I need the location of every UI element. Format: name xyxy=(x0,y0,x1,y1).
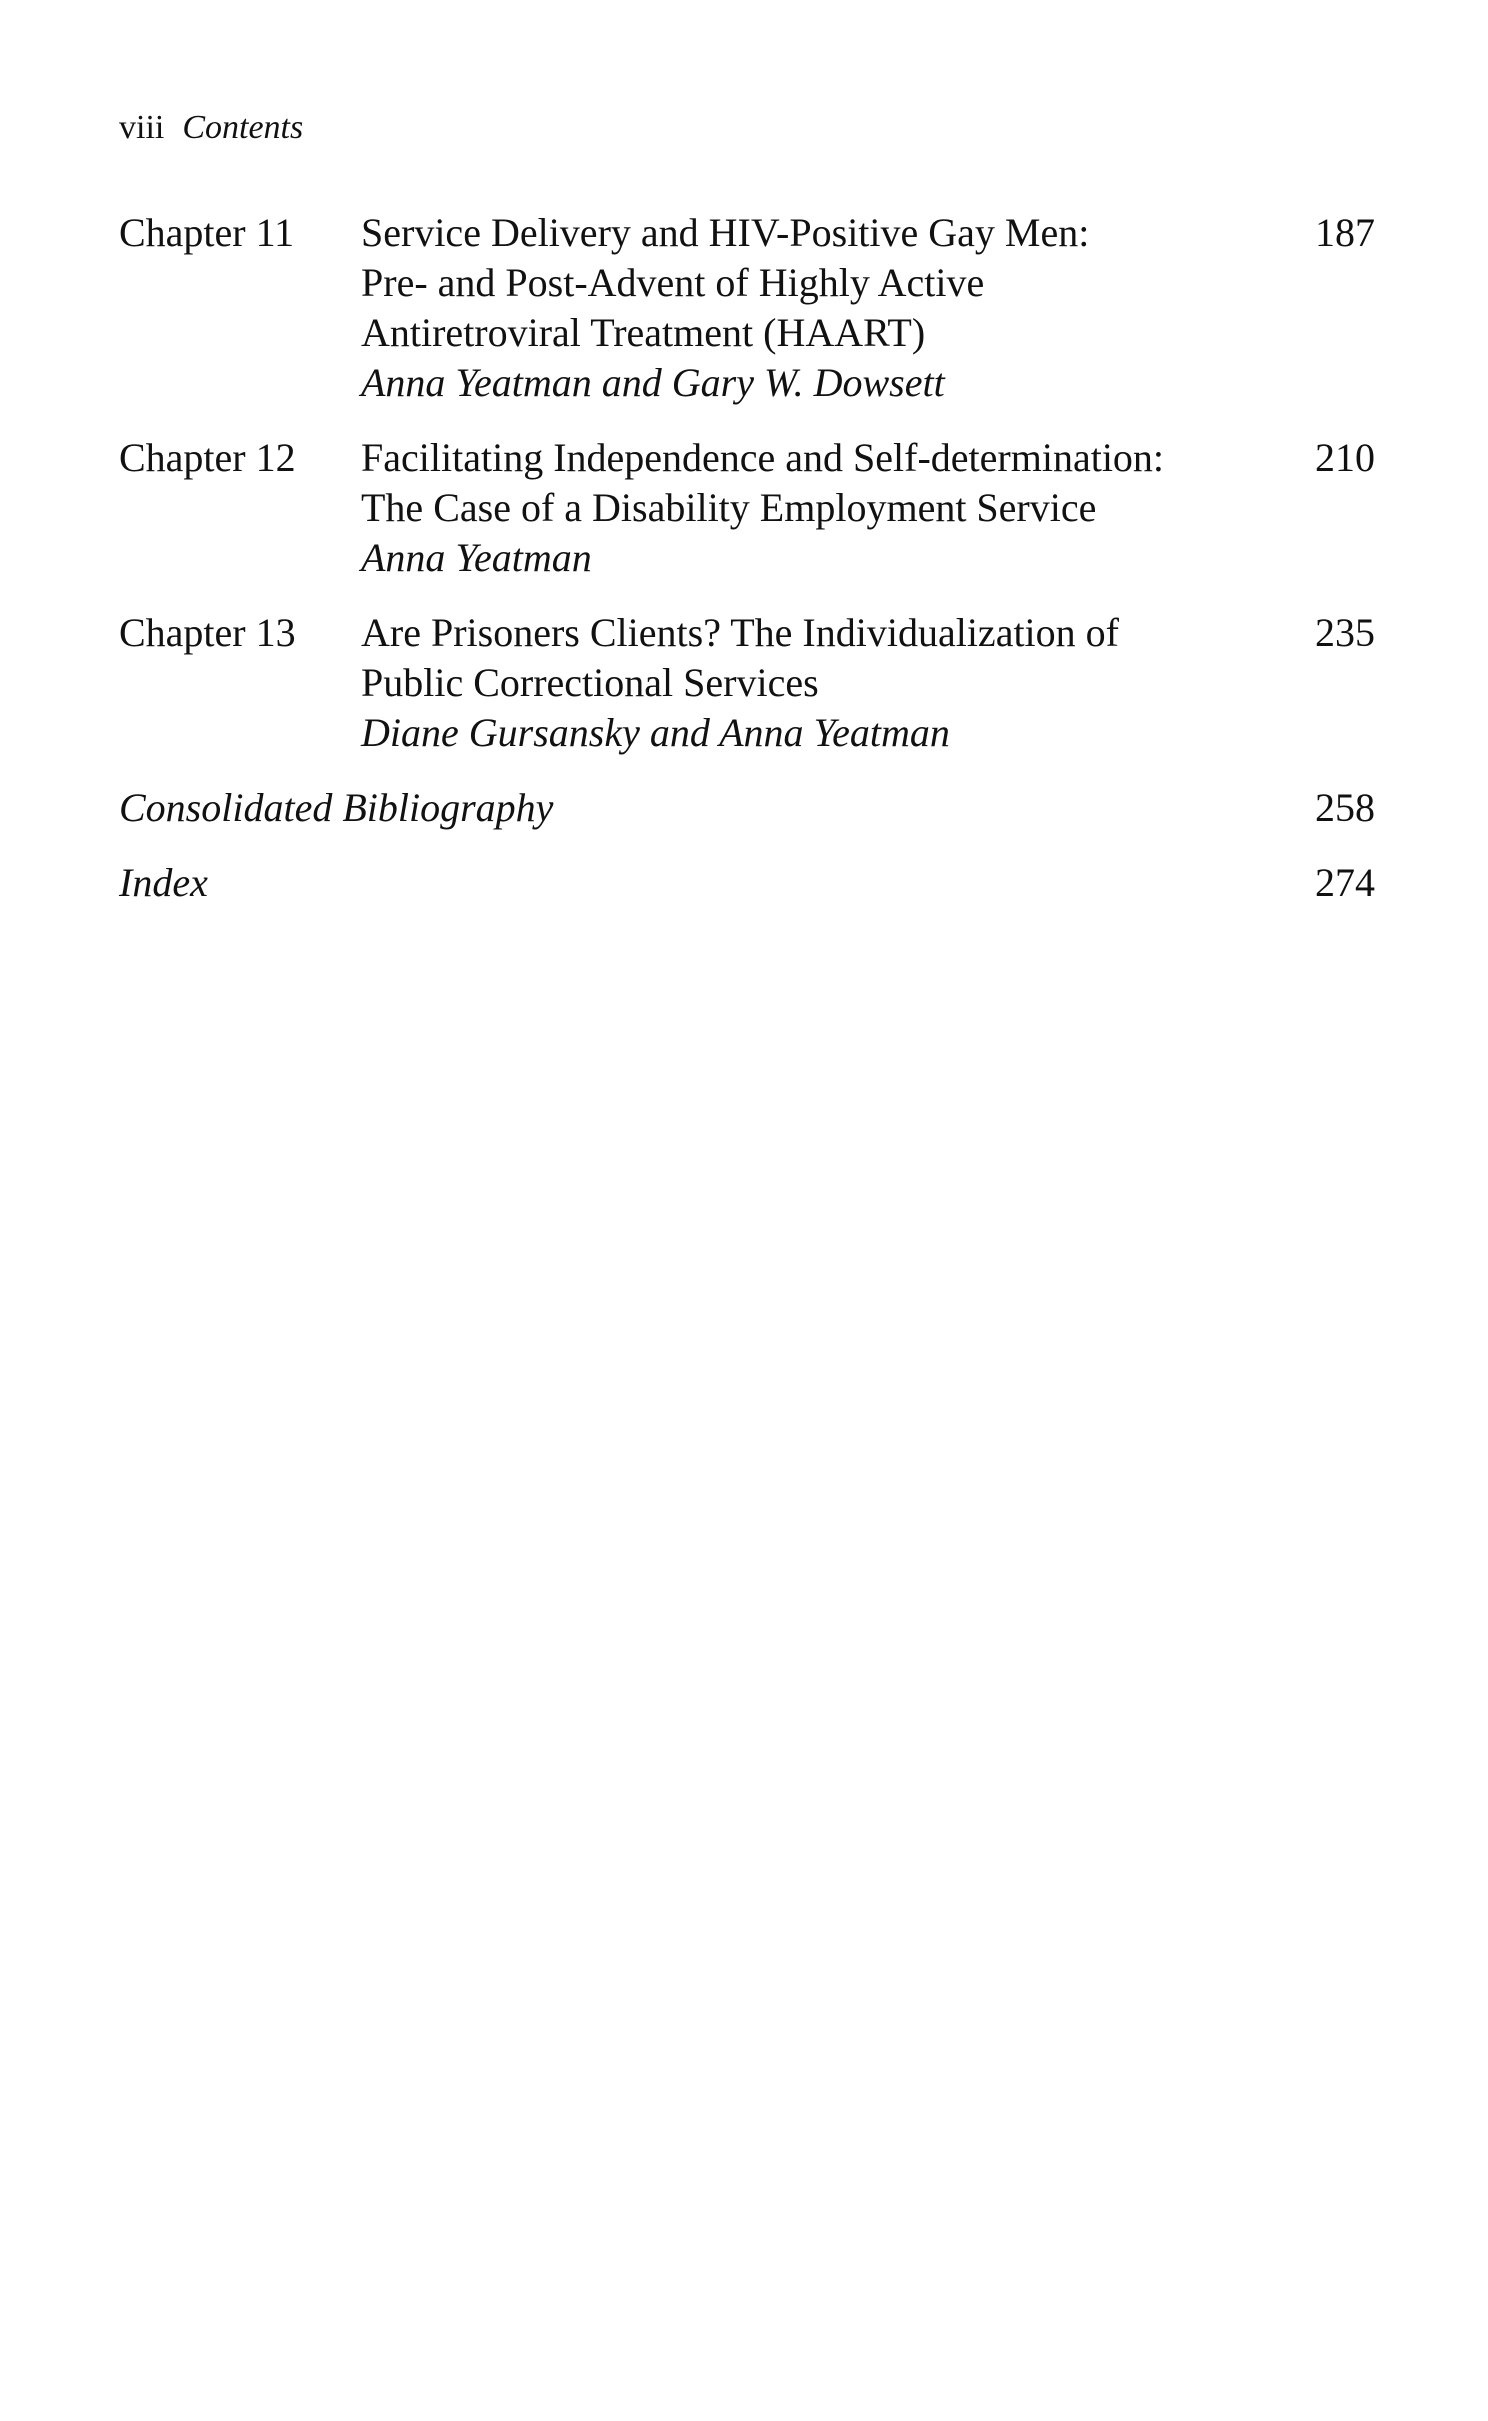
page-number: 258 xyxy=(1315,785,1375,830)
toc-entry-index[interactable] xyxy=(119,858,1375,908)
chapter-label: Chapter 11 xyxy=(119,210,295,255)
toc-entry-bibliography[interactable] xyxy=(119,783,1375,833)
back-matter-title: Consolidated Bibliography xyxy=(119,785,554,830)
chapter-authors: Diane Gursansky and Anna Yeatman xyxy=(361,710,950,755)
chapter-title-line: Service Delivery and HIV-Positive Gay Men: xyxy=(361,210,1090,255)
table-of-contents xyxy=(119,208,1375,933)
running-head-section: Contents xyxy=(182,109,304,146)
chapter-label: Chapter 13 xyxy=(119,610,296,655)
toc-entry-chapter-11[interactable] xyxy=(119,208,1375,408)
chapter-details xyxy=(361,433,1261,583)
page-number: 210 xyxy=(1315,435,1375,480)
page-folio: viii xyxy=(119,109,165,146)
chapter-details xyxy=(361,208,1261,408)
chapter-title-line: Are Prisoners Clients? The Individualization of xyxy=(361,610,1119,655)
chapter-title-line: Public Correctional Services xyxy=(361,660,819,705)
chapter-authors: Anna Yeatman xyxy=(361,535,592,580)
page-number: 235 xyxy=(1315,610,1375,655)
page-number: 187 xyxy=(1315,210,1375,255)
back-matter-title: Index xyxy=(119,860,208,905)
chapter-title-line: The Case of a Disability Employment Service xyxy=(361,485,1097,530)
chapter-details xyxy=(361,608,1261,758)
toc-entry-chapter-13[interactable] xyxy=(119,608,1375,758)
chapter-title-line: Facilitating Independence and Self-determination: xyxy=(361,435,1165,480)
page-number: 274 xyxy=(1315,860,1375,905)
chapter-label: Chapter 12 xyxy=(119,435,296,480)
toc-entry-chapter-12[interactable] xyxy=(119,433,1375,583)
chapter-title-line: Antiretroviral Treatment (HAART) xyxy=(361,310,926,355)
chapter-title-line: Pre- and Post-Advent of Highly Active xyxy=(361,260,985,305)
chapter-authors: Anna Yeatman and Gary W. Dowsett xyxy=(361,360,945,405)
running-head xyxy=(119,108,303,148)
